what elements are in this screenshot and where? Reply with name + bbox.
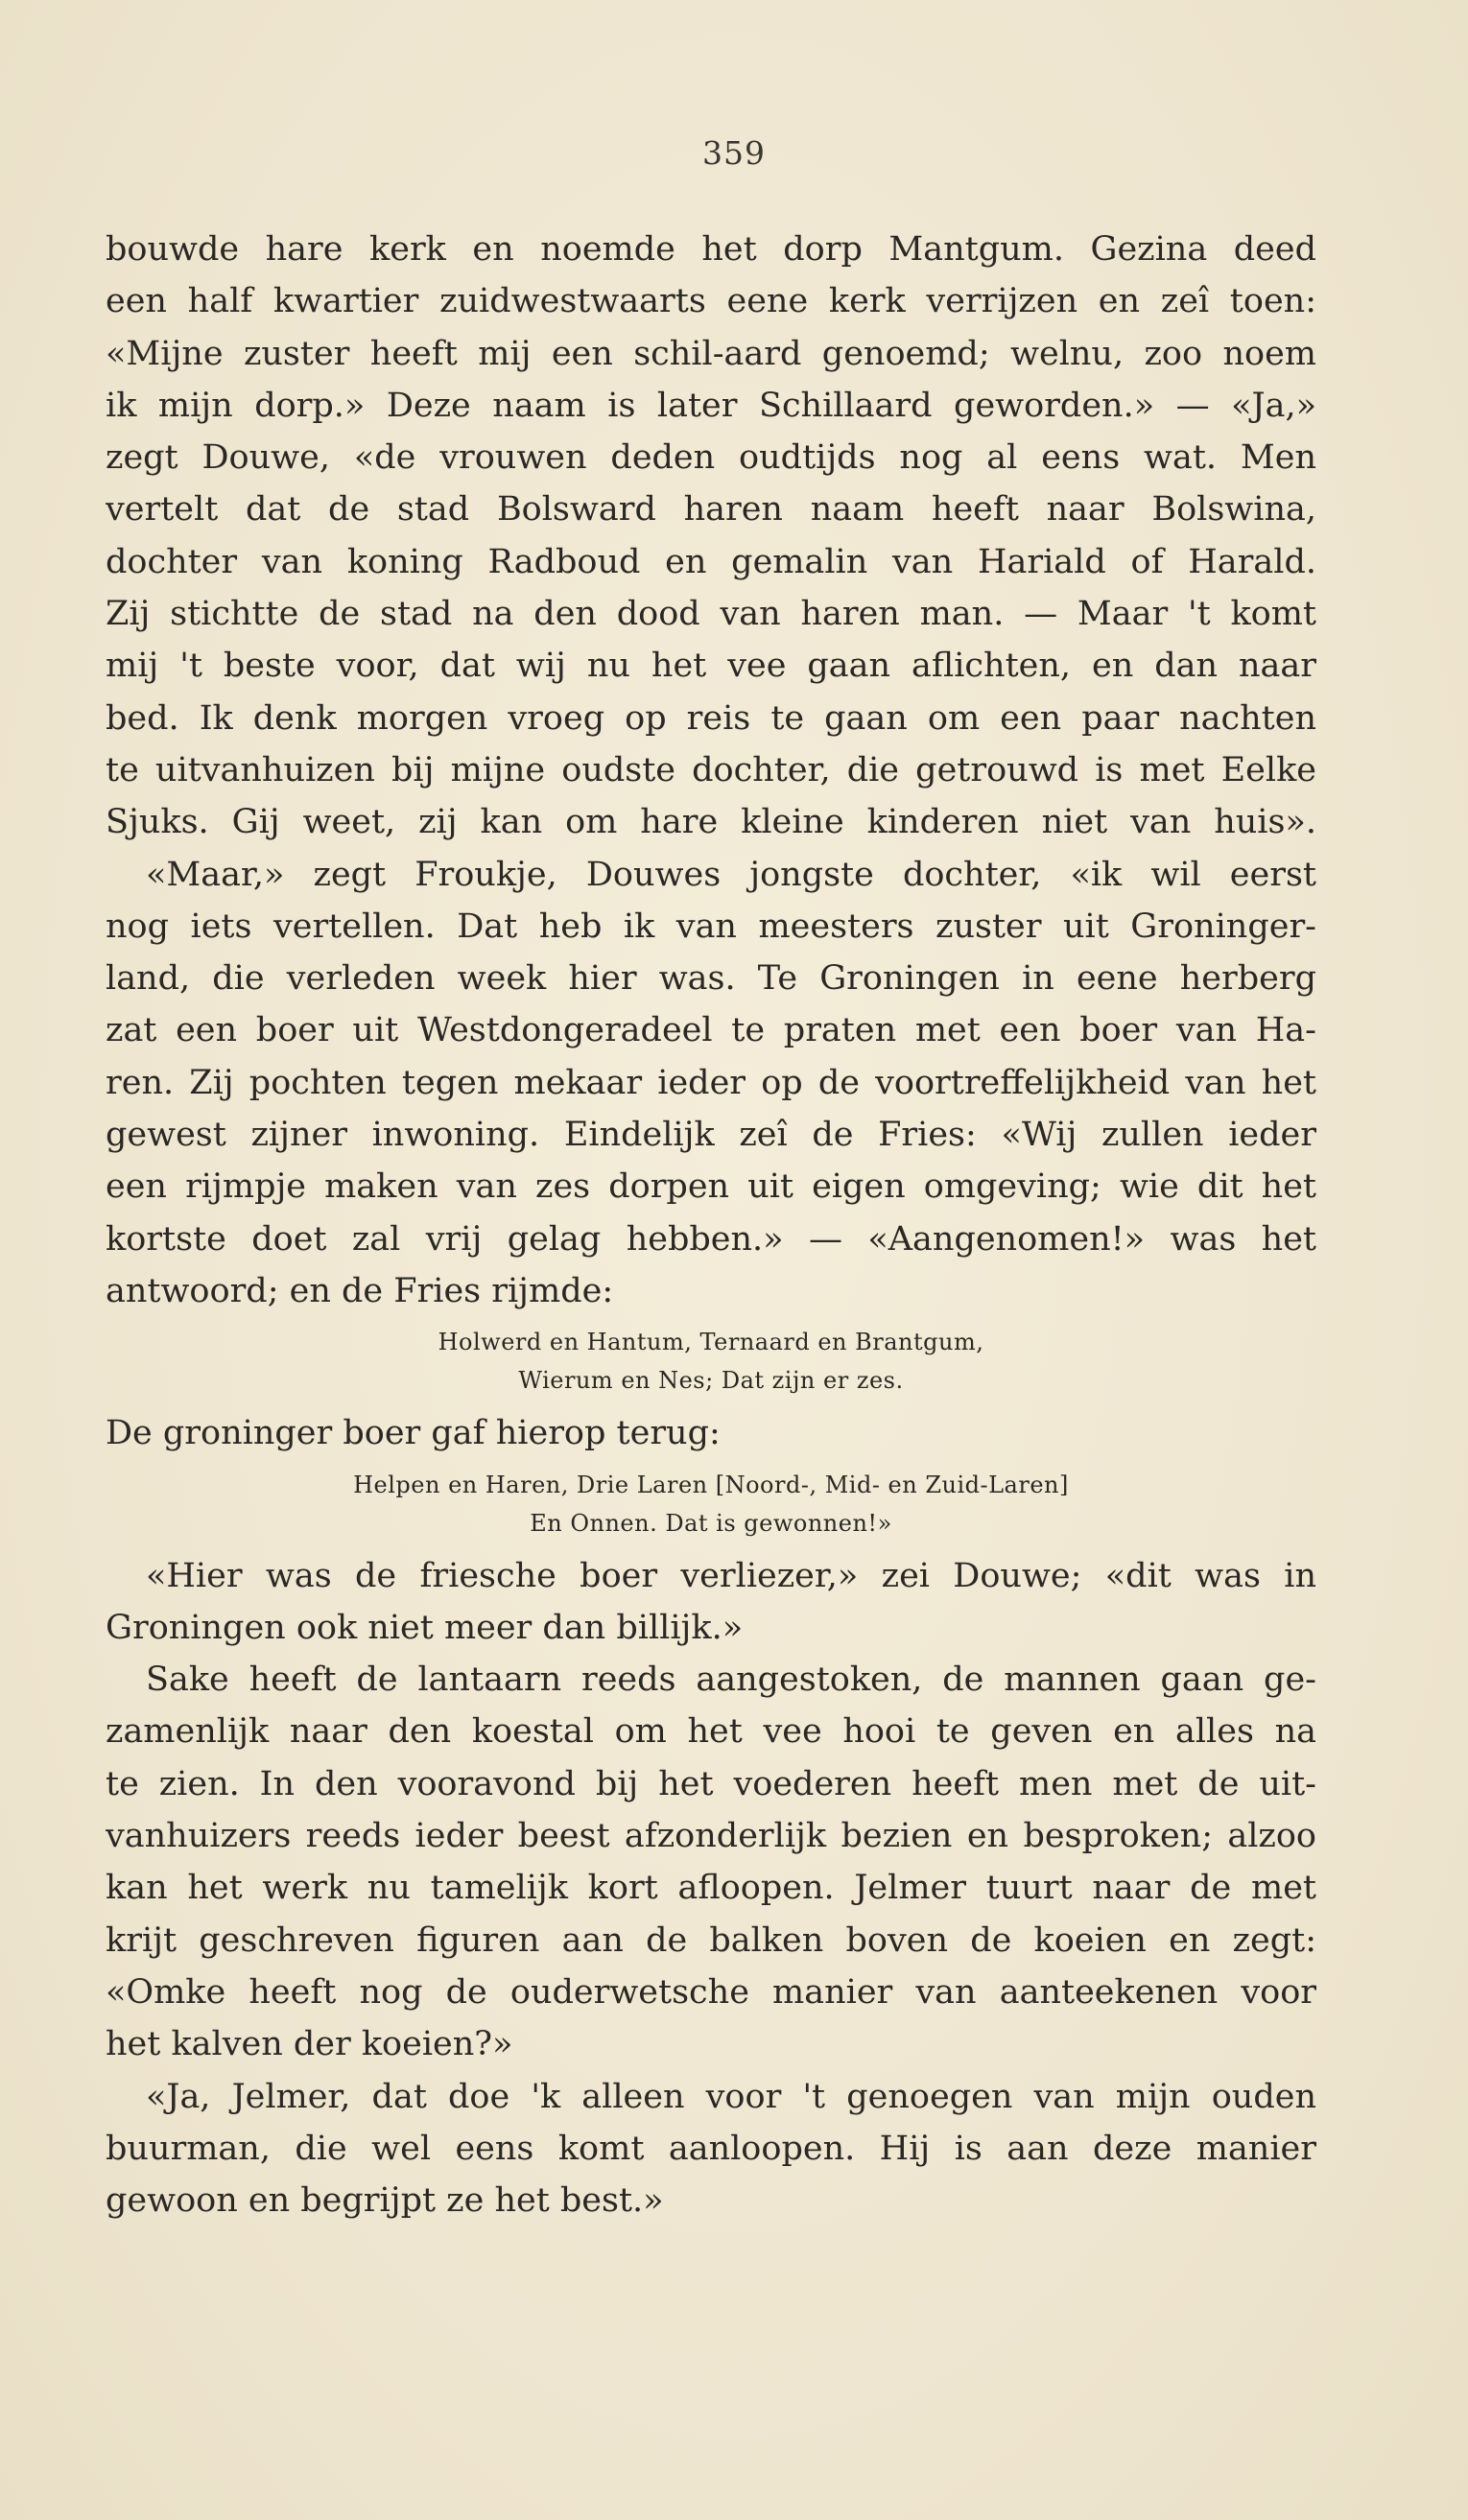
verse-line: Holwerd en Hantum, Ternaard en Brantgum, bbox=[438, 1329, 984, 1356]
text-line: bouwde hare kerk en noemde het dorp Mantgum. Gezina deed bbox=[106, 230, 1316, 269]
text-line: mij 't beste voor, dat wij nu het vee gaan aflichten, en dan naar bbox=[106, 647, 1316, 686]
text-line: bed. Ik denk morgen vroeg op reis te gaan om een paar nachten bbox=[106, 698, 1316, 738]
text-line: kan het werk nu tamelijk kort afloopen. Jelmer tuurt naar de met bbox=[106, 1869, 1316, 1908]
text-line: krijt geschreven figuren aan de balken boven de koeien en zegt: bbox=[106, 1920, 1316, 1960]
text-line: «Ja, Jelmer, dat doe 'k alleen voor 't genoegen van mijn ouden bbox=[146, 2077, 1316, 2116]
page-number: 359 bbox=[702, 134, 766, 172]
text-line: te zien. In den vooravond bij het voederen heeft men met de uit- bbox=[106, 1764, 1316, 1803]
text-line: een rijmpje maken van zes dorpen uit eigen omgeving; wie dit het bbox=[106, 1167, 1316, 1207]
text-line: zegt Douwe, «de vrouwen deden oudtijds nog al eens wat. Men bbox=[106, 438, 1316, 478]
text-line: Groningen ook niet meer dan billijk.» bbox=[106, 1608, 744, 1647]
text-line: buurman, die wel eens komt aanloopen. Hij is aan deze manier bbox=[106, 2129, 1316, 2168]
text-line: een half kwartier zuidwestwaarts eene kerk verrijzen en zeî toen: bbox=[106, 282, 1316, 321]
text-line: land, die verleden week hier was. Te Groningen in eene herberg bbox=[106, 959, 1316, 999]
text-line: gewest zijner inwoning. Eindelijk zeî de Fries: «Wij zullen ieder bbox=[106, 1116, 1316, 1155]
text-line: De groninger boer gaf hierop terug: bbox=[106, 1414, 721, 1453]
text-line: dochter van koning Radboud en gemalin van Hariald of Harald. bbox=[106, 542, 1316, 581]
text-line: het kalven der koeien?» bbox=[106, 2025, 513, 2064]
text-line: Sake heeft de lantaarn reeds aangestoken, de mannen gaan ge- bbox=[146, 1660, 1316, 1700]
text-line: Sjuks. Gij weet, zij kan om hare kleine kinderen niet van huis». bbox=[106, 803, 1316, 842]
text-line: zamenlijk naar den koestal om het vee hooi te geven en alles na bbox=[106, 1712, 1316, 1752]
text-line: ik mijn dorp.» Deze naam is later Schillaard geworden.» — «Ja,» bbox=[106, 386, 1316, 425]
text-line: «Omke heeft nog de ouderwetsche manier van aanteekenen voor bbox=[106, 1972, 1316, 2012]
text-line: nog iets vertellen. Dat heb ik van meesters zuster uit Groninger- bbox=[106, 907, 1316, 946]
verse-line: Helpen en Haren, Drie Laren [Noord-, Mid- en Zuid-Laren] bbox=[353, 1471, 1069, 1498]
verse-line: En Onnen. Dat is gewonnen!» bbox=[530, 1509, 892, 1537]
text-line: kortste doet zal vrij gelag hebben.» — «Aangenomen!» was het bbox=[106, 1219, 1316, 1259]
text-line: «Hier was de friesche boer verliezer,» zei Douwe; «dit was in bbox=[146, 1556, 1316, 1595]
text-line: «Maar,» zegt Froukje, Douwes jongste dochter, «ik wil eerst bbox=[146, 855, 1316, 894]
text-line: ren. Zij pochten tegen mekaar ieder op de voortreffelijkheid van het bbox=[106, 1063, 1316, 1102]
text-line: te uitvanhuizen bij mijne oudste dochter, die getrouwd is met Eelke bbox=[106, 750, 1316, 789]
text-line: Zij stichtte de stad na den dood van haren man. — Maar 't komt bbox=[106, 595, 1316, 634]
text-line: antwoord; en de Fries rijmde: bbox=[106, 1271, 614, 1310]
verse-line: Wierum en Nes; Dat zijn er zes. bbox=[518, 1367, 904, 1395]
body-text bbox=[106, 224, 1316, 2226]
text-line: vertelt dat de stad Bolsward haren naam heeft naar Bolswina, bbox=[106, 490, 1316, 530]
text-line: gewoon en begrijpt ze het best.» bbox=[106, 2181, 664, 2221]
text-line: vanhuizers reeds ieder beest afzonderlijk bezien en besproken; alzoo bbox=[106, 1817, 1316, 1856]
text-line: zat een boer uit Westdongeradeel te praten met een boer van Ha- bbox=[106, 1011, 1316, 1050]
text-line: «Mijne zuster heeft mij een schil-aard genoemd; welnu, zoo noem bbox=[106, 334, 1316, 373]
